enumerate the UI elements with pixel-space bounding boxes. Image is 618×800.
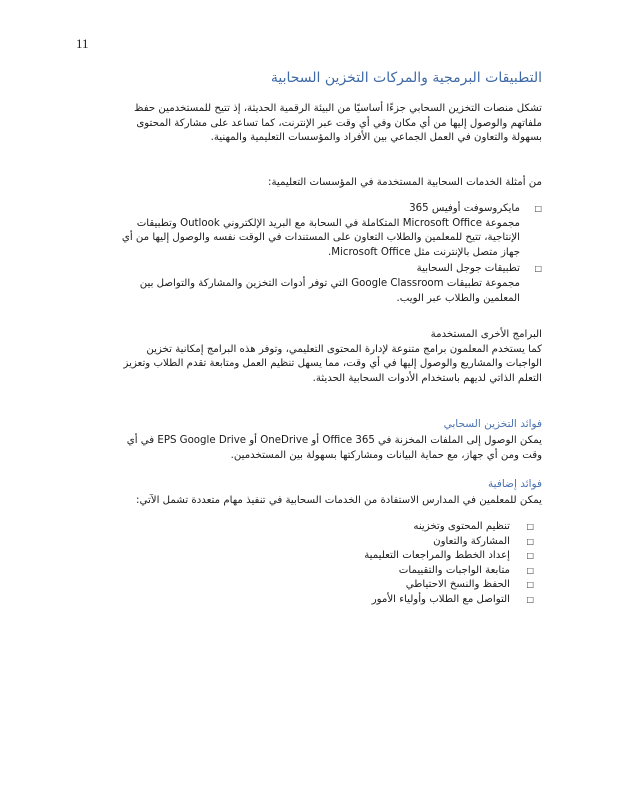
section-paragraph: يمكن للمعلمين في المدارس الاستفادة من الخدمات السحابية في تنفيذ مهام متعددة تشمل الآتي: xyxy=(136,495,542,506)
services-intro: من أمثلة الخدمات السحابية المستخدمة في المؤسسات التعليمية: xyxy=(268,177,542,188)
list-item: □ إعداد الخطط والمراجعات التعليمية xyxy=(300,549,534,564)
list-item: □ متابعة الواجبات والتقييمات xyxy=(300,564,534,579)
section-heading: فوائد إضافية xyxy=(488,478,542,490)
section-extra xyxy=(108,478,542,509)
section-benefits xyxy=(108,418,542,463)
extra-list-wrap xyxy=(300,520,534,608)
list-item xyxy=(108,262,542,306)
section-heading: فوائد التخزين السحابي xyxy=(443,418,542,430)
list-item: □ تنظيم المحتوى وتخزينه xyxy=(300,520,534,535)
page-number: 11 xyxy=(76,36,89,51)
document-body xyxy=(108,102,542,146)
services-section xyxy=(108,176,542,191)
service-text: مجموعة Microsoft Office المتكاملة في السحابة مع البريد الإلكتروني Outlook وتطبيقات الإنتاجية، تتيح للمعلمين والطلاب التعاون على المستندات في الوقت نفسه والوصول إليها من أي جهاز متصل بالإنترنت مثل Microsoft Office. xyxy=(121,217,520,258)
other-heading: البرامج الأخرى المستخدمة xyxy=(430,329,542,340)
other-paragraph: كما يستخدم المعلمون برامج متنوعة لإدارة المحتوى التعليمي، وتوفر هذه البرامج إمكانية تخزين الواجبات والمشاريع والوصول إليها في أي وقت، مما يسهل تنظيم العمل ومتابعة تقدم الطلاب وتعزيز التعلم الذاتي لديهم باستخدام الأدوات السحابية الحديثة. xyxy=(123,343,542,384)
service-text: مجموعة تطبيقات Google Classroom التي توفر أدوات التخزين والمشاركة والتواصل بين المعلمين والطلاب عبر الويب. xyxy=(139,277,520,304)
list-item: □ التواصل مع الطلاب وأولياء الأمور xyxy=(300,593,534,608)
service-name: □ مايكروسوفت أوفيس 365 xyxy=(409,203,520,214)
other-programs-section xyxy=(108,328,542,386)
intro-paragraph: تشكل منصات التخزين السحابي جزءًا أساسيًا من البيئة الرقمية الحديثة، إذ تتيح للمستخدمين حفظ ملفاتهم والوصول إليها من أي مكان وفي أي وقت عبر الإنترنت، كما تساعد على مشاركة المحتوى بسهولة والتعاون في العمل الجماعي بين الأفراد والمؤسسات التعليمية والمهنية. xyxy=(134,103,542,144)
page-title: التطبيقات البرمجية والمركات التخزين السحابية xyxy=(270,70,542,86)
list-item: □ المشاركة والتعاون xyxy=(300,535,534,550)
section-paragraph: يمكن الوصول إلى الملفات المخزنة في Office 365 أو OneDrive أو EPS Google Drive في أي وقت ومن أي جهاز، مع حماية البيانات ومشاركتها بسهولة بين المستخدمين. xyxy=(126,435,542,461)
list-item xyxy=(108,202,542,260)
services-list xyxy=(108,202,542,306)
extra-list xyxy=(300,520,534,608)
service-name: □ تطبيقات جوجل السحابية xyxy=(416,263,520,275)
list-item: □ الحفظ والنسخ الاحتياطي xyxy=(300,578,534,593)
services-list-wrap xyxy=(108,202,542,306)
